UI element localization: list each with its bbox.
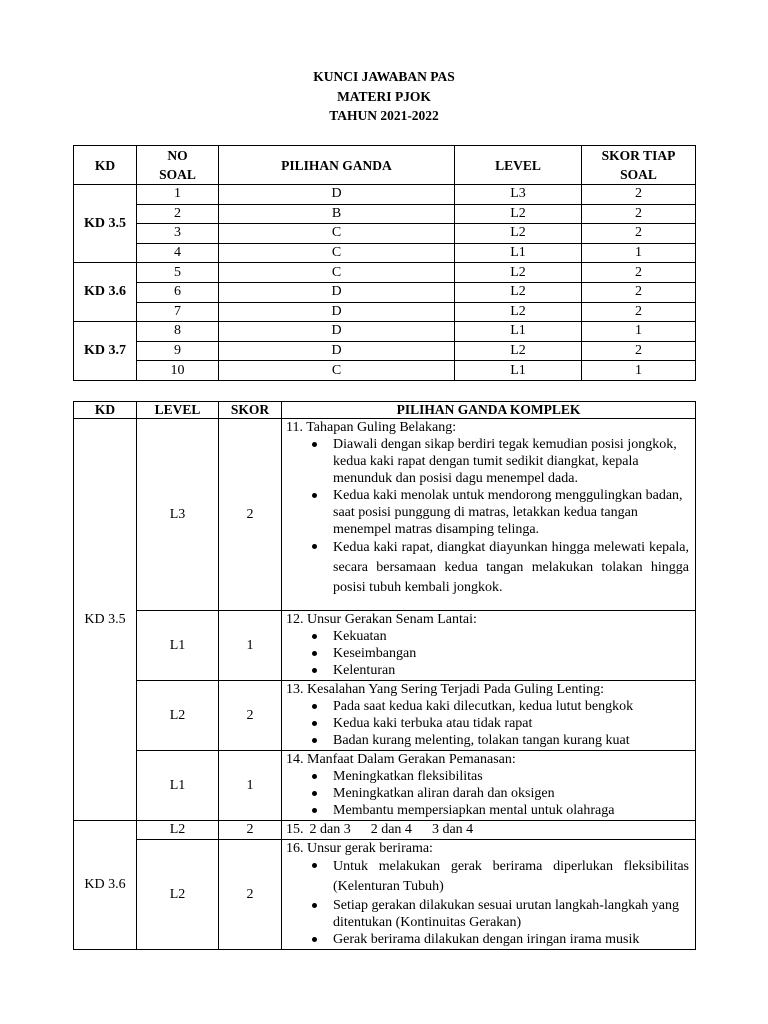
question-11-cell xyxy=(282,419,696,611)
score-cell: 1 xyxy=(219,751,282,821)
score-cell: 2 xyxy=(219,840,282,950)
header-no-soal: NO SOAL xyxy=(137,146,219,185)
score-cell: 1 xyxy=(219,611,282,681)
answer-cell: D xyxy=(219,341,455,361)
score-cell: 2 xyxy=(582,263,696,283)
score-cell: 2 xyxy=(582,341,696,361)
answer-option: 2 dan 4 xyxy=(370,822,412,837)
table-row xyxy=(74,751,696,821)
no-cell: 9 xyxy=(137,341,219,361)
question-title: 12. Unsur Gerakan Senam Lantai: xyxy=(286,612,477,627)
answer-option: 3 dan 4 xyxy=(431,822,474,837)
document-title xyxy=(0,67,768,126)
list-item: Keseimbangan xyxy=(333,645,689,662)
question-title: 13. Kesalahan Yang Sering Terjadi Pada Guling Lenting: xyxy=(286,682,604,697)
question-title: 14. Manfaat Dalam Gerakan Pemanasan: xyxy=(286,752,516,767)
answer-cell: C xyxy=(219,263,455,283)
level-cell: L1 xyxy=(455,361,582,381)
table-header-row xyxy=(74,402,696,419)
level-cell: L2 xyxy=(455,341,582,361)
table-row xyxy=(74,821,696,840)
header-pilihan-ganda: PILIHAN GANDA xyxy=(219,146,455,185)
table-row xyxy=(74,611,696,681)
kd-cell: KD 3.5 xyxy=(74,185,137,263)
level-cell: L2 xyxy=(455,263,582,283)
list-item: Setiap gerakan dilakukan sesuai urutan langkah-langkah yang ditentukan (Kontinuitas Gerakan) xyxy=(333,897,689,931)
list-item: Membantu mempersiapkan mental untuk olahraga xyxy=(333,802,689,819)
title-line-3: TAHUN 2021-2022 xyxy=(329,108,439,123)
question-number: 15. xyxy=(286,822,304,837)
question-12-cell xyxy=(282,611,696,681)
list-item: Kekuatan xyxy=(333,628,689,645)
answer-cell: C xyxy=(219,224,455,244)
question-13-cell xyxy=(282,681,696,751)
score-cell: 2 xyxy=(219,681,282,751)
kd-cell: KD 3.5 xyxy=(74,419,137,821)
question-title: 16. Unsur gerak berirama: xyxy=(286,841,433,856)
list-item: Meningkatkan aliran darah dan oksigen xyxy=(333,785,689,802)
answer-list xyxy=(286,436,689,598)
level-cell: L2 xyxy=(455,282,582,302)
list-item: Kelenturan xyxy=(333,662,689,679)
header-pilihan-ganda-komplek: PILIHAN GANDA KOMPLEK xyxy=(282,402,696,419)
score-cell: 2 xyxy=(219,419,282,611)
answer-list xyxy=(286,768,689,819)
table-row xyxy=(74,361,696,381)
kd-cell: KD 3.7 xyxy=(74,322,137,381)
no-cell: 4 xyxy=(137,243,219,263)
answer-cell: D xyxy=(219,322,455,342)
score-cell: 1 xyxy=(582,243,696,263)
list-item: Kedua kaki terbuka atau tidak rapat xyxy=(333,715,689,732)
list-item: Untuk melakukan gerak berirama diperlukan fleksibilitas (Kelenturan Tubuh) xyxy=(333,857,689,897)
score-cell: 2 xyxy=(219,821,282,840)
table-row xyxy=(74,185,696,205)
kd-cell: KD 3.6 xyxy=(74,821,137,950)
answer-list xyxy=(286,857,689,948)
list-item: Kedua kaki menolak untuk mendorong menggulingkan badan, saat posisi punggung di matras, letakkan kedua tangan menempel matras disamping telinga. xyxy=(333,487,689,538)
answer-cell: D xyxy=(219,185,455,205)
level-cell: L3 xyxy=(455,185,582,205)
no-cell: 3 xyxy=(137,224,219,244)
no-cell: 8 xyxy=(137,322,219,342)
table-row xyxy=(74,419,696,611)
score-cell: 2 xyxy=(582,204,696,224)
title-line-1: KUNCI JAWABAN PAS xyxy=(313,69,455,84)
question-15-cell xyxy=(282,821,696,840)
question-16-cell xyxy=(282,840,696,950)
no-cell: 2 xyxy=(137,204,219,224)
level-cell: L3 xyxy=(137,419,219,611)
answer-cell: C xyxy=(219,361,455,381)
answer-option: 2 dan 3 xyxy=(309,822,351,837)
header-kd: KD xyxy=(74,402,137,419)
level-cell: L2 xyxy=(455,204,582,224)
level-cell: L1 xyxy=(137,751,219,821)
level-cell: L2 xyxy=(455,302,582,322)
question-14-cell xyxy=(282,751,696,821)
answer-list xyxy=(286,628,689,679)
question-title: 11. Tahapan Guling Belakang: xyxy=(286,420,457,435)
no-cell: 1 xyxy=(137,185,219,205)
table-row xyxy=(74,282,696,302)
list-item: Gerak berirama dilakukan dengan iringan irama musik xyxy=(333,931,689,948)
answer-cell: D xyxy=(219,302,455,322)
level-cell: L2 xyxy=(455,224,582,244)
table-row xyxy=(74,263,696,283)
list-item: Badan kurang melenting, tolakan tangan kurang kuat xyxy=(333,732,689,749)
level-cell: L1 xyxy=(137,611,219,681)
table-row xyxy=(74,302,696,322)
table-row xyxy=(74,243,696,263)
header-kd: KD xyxy=(74,146,137,185)
score-cell: 1 xyxy=(582,322,696,342)
level-cell: L1 xyxy=(455,322,582,342)
list-item: Meningkatkan fleksibilitas xyxy=(333,768,689,785)
table-row xyxy=(74,341,696,361)
answer-list xyxy=(286,698,689,749)
table-row xyxy=(74,840,696,950)
list-item: Kedua kaki rapat, diangkat diayunkan hingga melewati kepala, secara bersamaan kedua tangan melakukan tolakan hingga posisi tubuh kembali jongkok. xyxy=(333,538,689,598)
table-row xyxy=(74,322,696,342)
list-item: Diawali dengan sikap berdiri tegak kemudian posisi jongkok, kedua kaki rapat dengan tumit sedikit diangkat, kepala menunduk dan posisi dagu menempel dada. xyxy=(333,436,689,487)
list-item: Pada saat kedua kaki dilecutkan, kedua lutut bengkok xyxy=(333,698,689,715)
multiple-choice-answer-table xyxy=(73,145,696,381)
table-row xyxy=(74,681,696,751)
answer-cell: B xyxy=(219,204,455,224)
table-header-row xyxy=(74,146,696,185)
header-level: LEVEL xyxy=(455,146,582,185)
complex-choice-answer-table xyxy=(73,401,696,950)
no-cell: 5 xyxy=(137,263,219,283)
header-skor: SKOR xyxy=(219,402,282,419)
answer-cell: D xyxy=(219,282,455,302)
answer-cell: C xyxy=(219,243,455,263)
level-cell: L1 xyxy=(455,243,582,263)
table-row xyxy=(74,224,696,244)
table-row xyxy=(74,204,696,224)
title-line-2: MATERI PJOK xyxy=(337,88,431,104)
no-cell: 7 xyxy=(137,302,219,322)
no-cell: 10 xyxy=(137,361,219,381)
no-cell: 6 xyxy=(137,282,219,302)
kd-cell: KD 3.6 xyxy=(74,263,137,322)
header-level: LEVEL xyxy=(137,402,219,419)
header-skor: SKOR TIAP SOAL xyxy=(582,146,696,185)
score-cell: 2 xyxy=(582,185,696,205)
score-cell: 2 xyxy=(582,302,696,322)
level-cell: L2 xyxy=(137,681,219,751)
level-cell: L2 xyxy=(137,840,219,950)
score-cell: 2 xyxy=(582,282,696,302)
score-cell: 1 xyxy=(582,361,696,381)
score-cell: 2 xyxy=(582,224,696,244)
level-cell: L2 xyxy=(137,821,219,840)
